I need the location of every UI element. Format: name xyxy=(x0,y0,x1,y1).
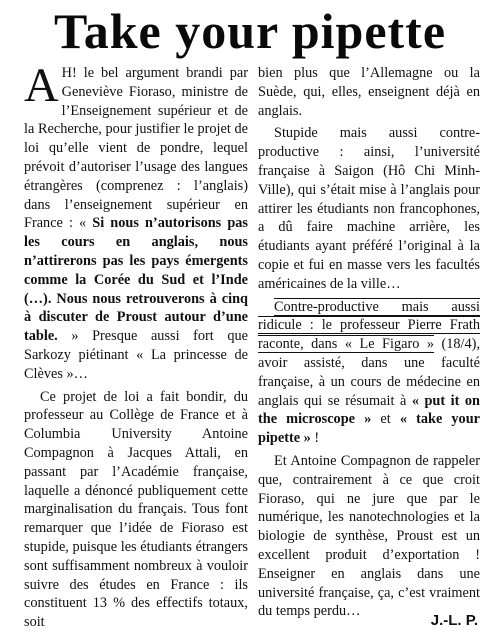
author-signature: J.-L. P. xyxy=(430,612,478,629)
underlined-passage: Contre-productive mais aussi ridicule : le professeur Pierre Frath raconte, dans « Le Figaro » xyxy=(258,298,480,353)
paragraph-3: Stupide mais aussi contre-productive : ainsi, l’université française à Saigon (Hô Chi Minh-Ville), qui s’était mise à l’anglais pour attirer les étudiants non francophones, a dû faire machine arrière, les étudiants ayant préféré l’original à la copie et fui en masse vers les facultés américaines de la ville… xyxy=(258,125,480,292)
article-title: Take your pipette xyxy=(53,3,447,59)
paragraph-4-end: ! xyxy=(314,430,320,447)
paragraph-1-end: » Presque aussi fort que Sarkozy piétinant « La princesse de Clèves »… xyxy=(24,328,248,382)
left-column xyxy=(24,59,248,636)
paragraph-4-connector: et xyxy=(380,411,391,428)
right-column xyxy=(258,64,480,625)
drop-cap: A xyxy=(24,59,59,112)
paragraph-5: Et Antoine Compagnon de rappeler que, contrairement à ce que croit Fioraso, qui ne jure que par le numérique, les nanotechnologies et la biologie de synthèse, Proust est un excellent produit d’exportation ! Enseigner en anglais dans une université française, ça, c’est vraiment du temps perdu… xyxy=(258,452,480,620)
paragraph-1 xyxy=(24,59,248,384)
quote-bold: Si nous n’autorisons pas les cours en anglais, nous n’attirerons pas les pays émergents comme la Corée du Sud et l’Inde (…). Nous nous retrouverons à cinq à discuter de Proust autour d’une table. xyxy=(24,215,248,345)
paragraph-2: Ce projet de loi a fait bondir, du professeur au Collège de France et à Columbia University Antoine Compagnon à Jacques Attali, en passant par l’Académie française, laquelle a dénoncé publiquement cette marginalisation du français. Tous font remarquer que l’idée de Fioraso est stupide, puisque les étudiants étrangers sont suffisamment nombreux à vouloir suivre des études en France : ils constituent 13 % des effectifs totaux, soit xyxy=(24,388,248,631)
paragraph-continued: bien plus que l’Allemagne ou la Suède, qui, elles, enseignent déjà en anglais. xyxy=(258,65,480,119)
quote-pipette: « take your pipette » xyxy=(258,411,480,447)
paragraph-1-intro: H! le bel argument brandi par Geneviève Fioraso, ministre de l’Enseignement supérieur et de la Recherche, pour justifier le projet de loi qu’elle vient de pondre, lequel prévoit d’autoriser l’usage des langues étrangères (comprenez : l’anglais) dans l’enseignement supérieur en France : « xyxy=(24,65,248,232)
paragraph-4-text: (18/4), avoir assisté, dans une faculté française, à un cours de médecine en anglais qui se résumait à xyxy=(258,336,481,409)
quote-microscope: « put it on the microscope » xyxy=(258,392,480,428)
paragraph-4 xyxy=(258,298,480,448)
